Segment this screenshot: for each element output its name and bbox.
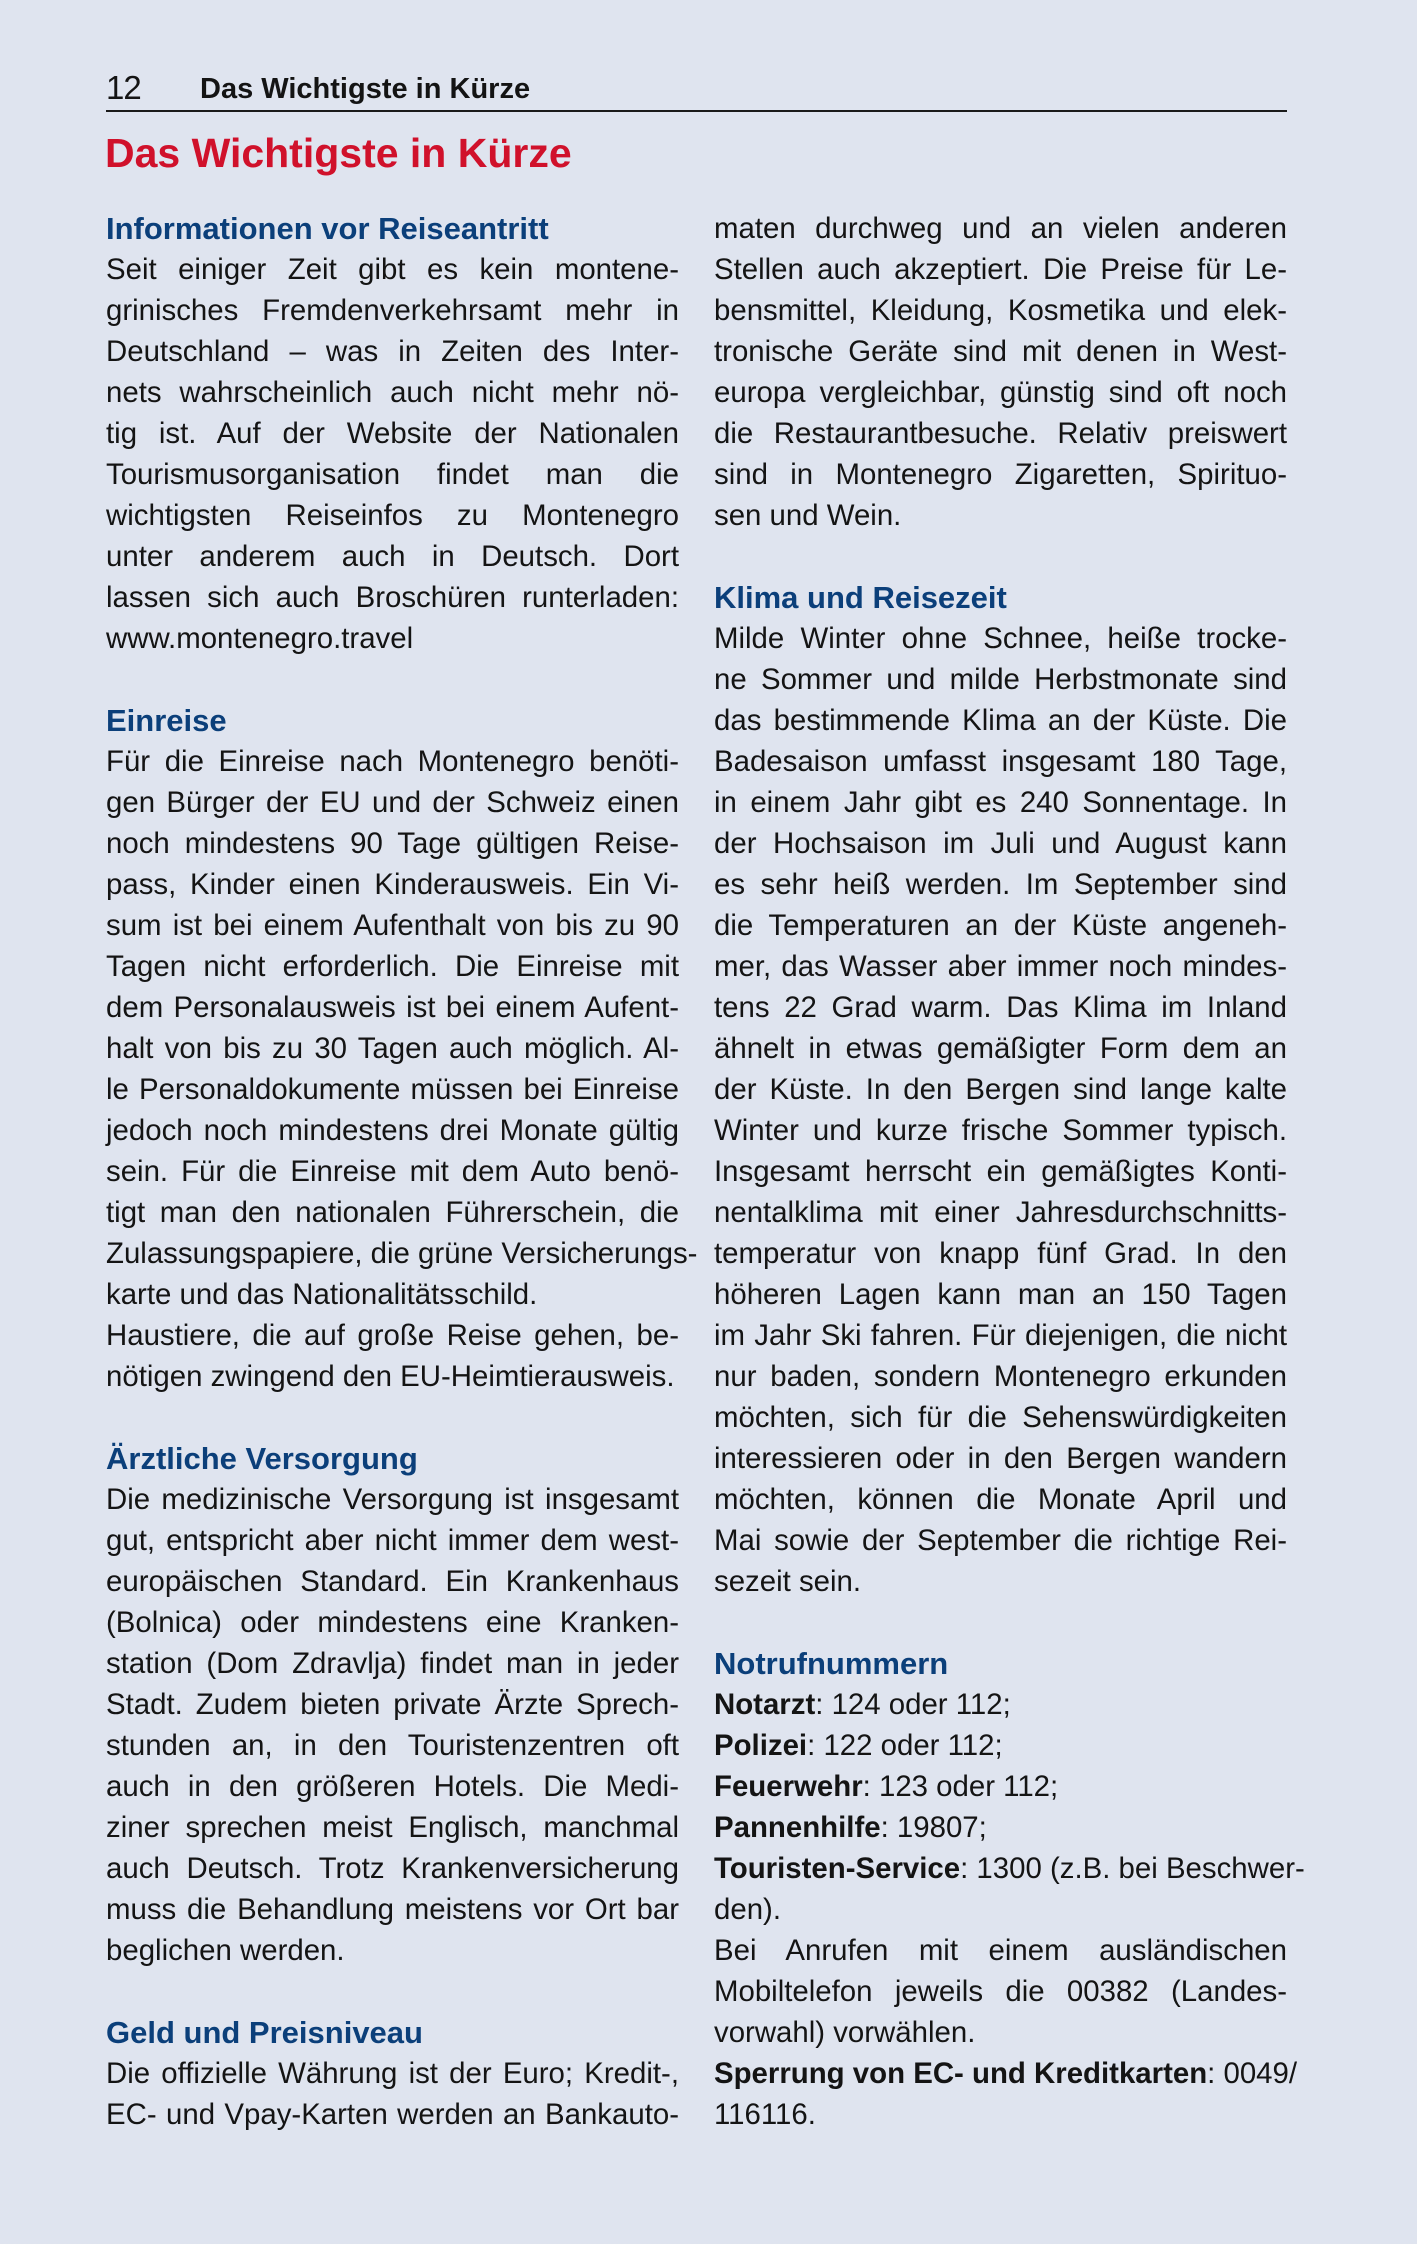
- text-line: europa vergleichbar, günstig sind oft noch: [714, 376, 1287, 409]
- text-line: muss die Behandlung meistens vor Ort bar: [106, 1893, 679, 1926]
- card-block-item: [714, 2053, 1298, 2094]
- text-line: dem Personalausweis ist bei einem Aufent-: [106, 991, 679, 1024]
- text-line: karte und das Nationalitätsschild.: [106, 1278, 538, 1311]
- text-line: Die medizinische Versorgung ist insgesamt: [106, 1483, 679, 1516]
- card-block-label: Sperrung von EC- und Kreditkarten: [714, 2057, 1208, 2090]
- text-line: ne Sommer und milde Herbstmonate sind: [714, 663, 1287, 696]
- text-line: noch mindestens 90 Tage gültigen Reise-: [106, 827, 679, 860]
- section-body: [106, 1479, 679, 1971]
- section-aerztliche-versorgung: [106, 1438, 679, 1971]
- card-block-number: : 0049/: [1207, 2057, 1298, 2090]
- right-column: [714, 208, 1305, 2176]
- text-line: mer, das Wasser aber immer noch mindes-: [714, 950, 1287, 983]
- text-line: es sehr heiß werden. Im September sind: [714, 868, 1287, 901]
- text-line: tig ist. Auf der Website der Nationalen: [106, 417, 679, 450]
- text-line: halt von bis zu 30 Tagen auch möglich. Al-: [106, 1032, 679, 1065]
- text-line: Tourismusorganisation findet man die: [106, 458, 679, 491]
- emergency-item-feuerwehr: [714, 1766, 1287, 1807]
- emergency-number: : 123 oder 112;: [862, 1770, 1059, 1803]
- text-line: lassen sich auch Broschüren runterladen:: [106, 581, 679, 614]
- emergency-label: Feuerwehr: [714, 1770, 863, 1803]
- text-line: sum ist bei einem Aufenthalt von bis zu 90: [106, 909, 679, 942]
- section-heading: Geld und Preisniveau: [106, 2015, 423, 2050]
- text-line: nur baden, sondern Montenegro erkunden: [714, 1360, 1287, 1393]
- emergency-number: : 122 oder 112;: [807, 1729, 1003, 1762]
- text-line: den).: [714, 1893, 781, 1926]
- emergency-item-notarzt: [714, 1684, 1287, 1725]
- text-line: unter anderem auch in Deutsch. Dort: [106, 540, 679, 573]
- section-notrufnummern: [714, 1643, 1305, 2135]
- text-line: temperatur von knapp fünf Grad. In den: [714, 1237, 1287, 1270]
- text-line: möchten, können die Monate April und: [714, 1483, 1287, 1516]
- text-line: Tagen nicht erforderlich. Die Einreise mit: [106, 950, 679, 983]
- text-line: Winter und kurze frische Sommer typisch.: [714, 1114, 1287, 1147]
- text-line: auch in den größeren Hotels. Die Medi-: [106, 1770, 679, 1803]
- text-line: (Bolnica) oder mindestens eine Kranken-: [106, 1606, 679, 1639]
- emergency-label: Touristen-Service: [714, 1852, 961, 1885]
- text-line: bensmittel, Kleidung, Kosmetika und elek-: [714, 294, 1287, 327]
- section-informationen: [106, 208, 679, 659]
- text-line: Haustiere, die auf große Reise gehen, be-: [106, 1319, 679, 1352]
- emergency-label: Pannenhilfe: [714, 1811, 881, 1844]
- section-body: [106, 249, 679, 659]
- text-line: Badesaison umfasst insgesamt 180 Tage,: [714, 745, 1287, 778]
- text-line: der Hochsaison im Juli und August kann: [714, 827, 1287, 860]
- text-line: pass, Kinder einen Kinderausweis. Ein Vi-: [106, 868, 679, 901]
- text-line: Milde Winter ohne Schnee, heiße trocke-: [714, 622, 1287, 655]
- text-line: Für die Einreise nach Montenegro benöti-: [106, 745, 679, 778]
- text-line: sind in Montenegro Zigaretten, Spirituo-: [714, 458, 1287, 491]
- text-line: in einem Jahr gibt es 240 Sonnentage. In: [714, 786, 1287, 819]
- text-line: ziner sprechen meist Englisch, manchmal: [106, 1811, 679, 1844]
- text-line: Seit einiger Zeit gibt es kein montene-: [106, 253, 679, 286]
- emergency-item-touristen-service: [714, 1848, 1305, 1889]
- website-link[interactable]: www.montenegro.travel: [106, 622, 414, 655]
- text-line: Mobiltelefon jeweils die 00382 (Landes-: [714, 1975, 1287, 2008]
- text-line: jedoch noch mindestens drei Monate gültig: [106, 1114, 679, 1147]
- text-line: die Restaurantbesuche. Relativ preiswert: [714, 417, 1287, 450]
- text-line: nets wahrscheinlich auch nicht mehr nö-: [106, 376, 679, 409]
- section-geld-continuation: [714, 208, 1287, 536]
- section-heading: Ärztliche Versorgung: [106, 1441, 418, 1476]
- text-line: gut, entspricht aber nicht immer dem west-: [106, 1524, 679, 1557]
- emergency-number: : 1300 (z.B. bei Beschwer-: [960, 1852, 1305, 1885]
- emergency-item-pannenhilfe: [714, 1807, 1287, 1848]
- emergency-label: Polizei: [714, 1729, 808, 1762]
- text-line: beglichen werden.: [106, 1934, 345, 1967]
- text-line: wichtigsten Reiseinfos zu Montenegro: [106, 499, 679, 532]
- section-klima-reisezeit: [714, 577, 1287, 1602]
- text-line: tigt man den nationalen Führerschein, die: [106, 1196, 679, 1229]
- text-line: le Personaldokumente müssen bei Einreise: [106, 1073, 679, 1106]
- text-line: tronische Geräte sind mit denen in West-: [714, 335, 1287, 368]
- text-line: maten durchweg und an vielen anderen: [714, 212, 1287, 245]
- text-line: gen Bürger der EU und der Schweiz einen: [106, 786, 679, 819]
- text-line: Stellen auch akzeptiert. Die Preise für Le-: [714, 253, 1287, 286]
- text-line: nentalklima mit einer Jahresdurchschnitts-: [714, 1196, 1287, 1229]
- left-column: [106, 208, 698, 2176]
- text-line: EC- und Vpay-Karten werden an Bankauto-: [106, 2098, 679, 2131]
- text-line: Insgesamt herrscht ein gemäßigtes Konti-: [714, 1155, 1287, 1188]
- section-heading: Informationen vor Reiseantritt: [106, 211, 549, 246]
- emergency-list: [714, 1684, 1305, 2135]
- text-line: das bestimmende Klima an der Küste. Die: [714, 704, 1287, 737]
- text-line: möchten, sich für die Sehenswürdigkeiten: [714, 1401, 1287, 1434]
- running-title: Das Wichtigste in Kürze: [200, 73, 531, 105]
- text-line: im Jahr Ski fahren. Für diejenigen, die nicht: [714, 1319, 1287, 1352]
- section-body: [714, 618, 1287, 1602]
- emergency-label: Notarzt: [714, 1688, 816, 1721]
- emergency-number: : 19807;: [880, 1811, 987, 1844]
- emergency-item-polizei: [714, 1725, 1287, 1766]
- text-line: grinisches Fremdenverkehrsamt mehr in: [106, 294, 679, 327]
- text-line: Zulassungspapiere, die grüne Versicherungs-: [106, 1237, 698, 1270]
- text-line: der Küste. In den Bergen sind lange kalte: [714, 1073, 1287, 1106]
- text-line: Stadt. Zudem bieten private Ärzte Sprech-: [106, 1688, 679, 1721]
- section-body: [106, 741, 698, 1397]
- section-body: [714, 208, 1287, 536]
- running-header: [106, 68, 1287, 112]
- section-einreise: [106, 700, 698, 1397]
- text-line: europäischen Standard. Ein Krankenhaus: [106, 1565, 679, 1598]
- text-line: die Temperaturen an der Küste angeneh-: [714, 909, 1287, 942]
- section-heading: Notrufnummern: [714, 1646, 949, 1681]
- text-line: Bei Anrufen mit einem ausländischen: [714, 1934, 1287, 1967]
- text-line: Deutschland – was in Zeiten des Inter-: [106, 335, 679, 368]
- text-line: auch Deutsch. Trotz Krankenversicherung: [106, 1852, 679, 1885]
- text-line: sein. Für die Einreise mit dem Auto benö-: [106, 1155, 679, 1188]
- text-line: 116116.: [714, 2098, 816, 2131]
- text-line: sen und Wein.: [714, 499, 902, 532]
- section-heading: Einreise: [106, 703, 227, 738]
- text-line: stunden an, in den Touristenzentren oft: [106, 1729, 679, 1762]
- text-line: Mai sowie der September die richtige Rei-: [714, 1524, 1287, 1557]
- text-line: ähnelt in etwas gemäßigter Form dem an: [714, 1032, 1287, 1065]
- section-geld-preisniveau: [106, 2012, 679, 2135]
- text-line: interessieren oder in den Bergen wandern: [714, 1442, 1287, 1475]
- text-line: höheren Lagen kann man an 150 Tagen: [714, 1278, 1287, 1311]
- text-line: station (Dom Zdravlja) findet man in jeder: [106, 1647, 679, 1680]
- text-line: nötigen zwingend den EU-Heimtierausweis.: [106, 1360, 675, 1393]
- emergency-number: : 124 oder 112;: [815, 1688, 1011, 1721]
- section-body: [106, 2053, 679, 2135]
- text-line: vorwahl) vorwählen.: [714, 2016, 976, 2049]
- text-line: sezeit sein.: [714, 1565, 862, 1598]
- page-number: 12: [106, 69, 141, 106]
- page-title: Das Wichtigste in Kürze: [105, 130, 572, 176]
- text-line: tens 22 Grad warm. Das Klima im Inland: [714, 991, 1287, 1024]
- section-heading: Klima und Reisezeit: [714, 580, 1007, 615]
- text-line: Die offizielle Währung ist der Euro; Kredit-,: [106, 2057, 679, 2090]
